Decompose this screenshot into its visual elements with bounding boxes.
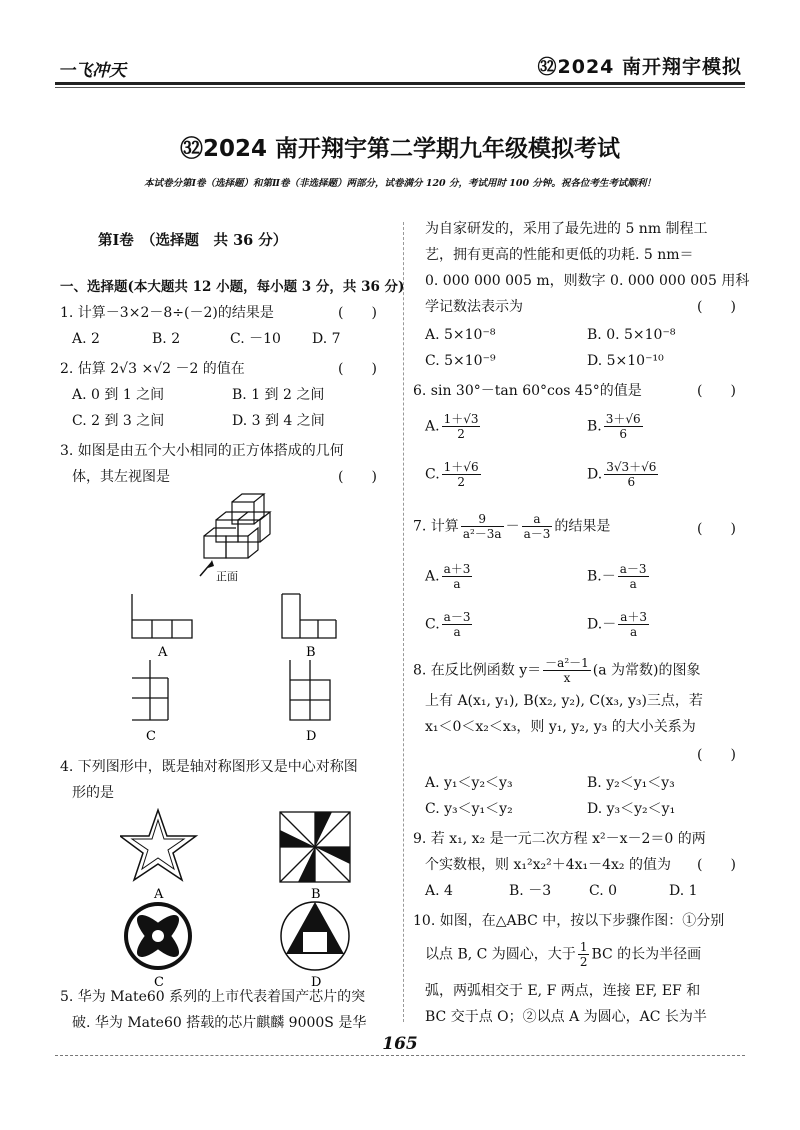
q4-label-b: B (311, 887, 321, 902)
q1-opt-c: C. －10 (230, 331, 281, 347)
q8-stem-2: 上有 A(x₁, y₁), B(x₂, y₂), C(x₃, y₃)三点，若 (425, 693, 703, 709)
q9-opt-c: C. 0 (589, 883, 618, 899)
q10-stem-1: 10. 如图，在△ABC 中，按以下步骤作图：①分别 (413, 913, 725, 929)
q3-label-d: D (306, 729, 317, 744)
q1-opt-d: D. 7 (312, 331, 341, 347)
section-title: 一、选择题(本大题共 12 小题，每小题 3 分，共 36 分) (60, 279, 405, 295)
q3-stem-1: 3. 如图是由五个大小相同的正方体搭成的几何 (60, 443, 344, 459)
q7-opt-d: D.－ $\frac{a+3}{a}$ (587, 610, 647, 639)
q9-opt-a: A. 4 (425, 883, 453, 899)
q9-stem-1: 9. 若 x₁, x₂ 是一元二次方程 x²－x－2＝0 的两 (413, 831, 706, 847)
q2-opt-b: B. 1 到 2 之间 (232, 387, 325, 403)
part1-title: 第Ⅰ卷 （选择题 共 36 分） (98, 232, 288, 249)
q3-label-c: C (146, 729, 156, 744)
q5-opt-a: A. 5×10⁻⁸ (425, 327, 496, 343)
q9-paren: ( ) (697, 857, 736, 873)
q2-paren: ( ) (338, 361, 377, 377)
q9-opt-b: B. －3 (509, 883, 552, 899)
q5-paren: ( ) (697, 299, 736, 315)
q8-opt-a: A. y₁＜y₂＜y₃ (425, 775, 513, 791)
q6-opt-d: D. $\frac{3√3+√6}{6}$ (587, 460, 657, 489)
header-series: ㉜2024 南开翔宇模拟 (537, 56, 742, 78)
q9-stem-2: 个实数根，则 x₁²x₂²＋4x₁－4x₂ 的值为 (425, 857, 671, 873)
q7-paren: ( ) (697, 521, 736, 537)
q4-label-c: C (154, 975, 164, 988)
q1-opt-a: A. 2 (72, 331, 100, 347)
q6-opt-c: C. $\frac{1+√6}{2}$ (425, 460, 479, 489)
exam-notice: 本试卷分第Ⅰ卷（选择题）和第Ⅱ卷（非选择题）两部分，试卷满分 120 分，考试用时 100 分钟。祝各位考生考试顺利！ (144, 178, 656, 189)
q5-stem-3: 为自家研发的，采用了最先进的 5 nm 制程工 (425, 221, 708, 237)
q5-stem-5: 0. 000 000 005 m，则数字 0. 000 000 005 用科 (425, 273, 750, 289)
q8-stem-1: 8. 在反比例函数 y＝ $\frac{\text{－a²－1}}{x}$ (a 为常数)的图象 (413, 656, 701, 685)
column-divider (403, 222, 405, 1022)
q2-opt-a: A. 0 到 1 之间 (72, 387, 165, 403)
q6-paren: ( ) (697, 383, 736, 399)
q8-opt-b: B. y₂＜y₁＜y₃ (587, 775, 675, 791)
q5-stem-1: 5. 华为 Mate60 系列的上市代表着国产芯片的突 (60, 989, 366, 1005)
q3-label-b: B (306, 645, 316, 660)
q7-opt-a: A. $\frac{a+3}{a}$ (425, 562, 471, 591)
q1-paren: ( ) (338, 305, 377, 321)
q3-stem-2: 体，其左视图是 (72, 469, 170, 485)
footer-rule (55, 1055, 745, 1057)
cube-stack-figure (190, 490, 310, 582)
q2-stem: 2. 估算 2√3 ×√2 －2 的值在 (60, 361, 245, 377)
q8-opt-c: C. y₃＜y₁＜y₂ (425, 801, 513, 817)
q4-label-d: D (311, 975, 322, 988)
q4-label-a: A (154, 887, 164, 902)
q8-opt-d: D. y₃＜y₂＜y₁ (587, 801, 676, 817)
q8-stem-3: x₁＜0＜x₂＜x₃，则 y₁, y₂, y₃ 的大小关系为 (425, 719, 696, 735)
q6-opt-b: B. $\frac{3+√6}{6}$ (587, 412, 641, 441)
q1-stem: 1. 计算－3×2－8÷(－2)的结果是 (60, 305, 274, 321)
q8-paren: ( ) (697, 747, 736, 763)
front-view-label: 正面 (216, 570, 238, 582)
q7-stem: 7. 计算 $\frac{9}{\text{a²－3a}}$ － $\frac{a}{a-3}$ 的结果是 (413, 512, 611, 541)
page-number: 165 (382, 1034, 418, 1054)
header-brand: 一飞冲天 (58, 61, 126, 81)
q1-opt-b: B. 2 (152, 331, 181, 347)
q5-opt-d: D. 5×10⁻¹⁰ (587, 353, 664, 369)
q7-opt-b: B.－ $\frac{a-3}{a}$ (587, 562, 647, 591)
q7-opt-c: C. $\frac{a-3}{a}$ (425, 610, 471, 639)
q4-stem-1: 4. 下列图形中，既是轴对称图形又是中心对称图 (60, 759, 358, 775)
q5-stem-6: 学记数法表示为 (425, 299, 523, 315)
header-rule (55, 82, 745, 85)
q10-stem-2: 以点 B, C 为圆心，大于 $\frac{1}{2}$ BC 的长为半径画 (425, 940, 702, 969)
q3-label-a: A (158, 645, 168, 660)
q4-shape-options (120, 808, 390, 988)
q2-opt-c: C. 2 到 3 之间 (72, 413, 165, 429)
q4-stem-2: 形的是 (72, 785, 114, 801)
q9-opt-d: D. 1 (669, 883, 698, 899)
q6-stem: 6. sin 30°－tan 60°cos 45°的值是 (413, 383, 642, 399)
header-rule-thin (55, 87, 745, 88)
q5-opt-b: B. 0. 5×10⁻⁸ (587, 327, 676, 343)
page-title: ㉜2024 南开翔宇第二学期九年级模拟考试 (179, 136, 621, 162)
q10-stem-4: BC 交于点 O；②以点 A 为圆心，AC 长为半 (425, 1009, 707, 1025)
q5-stem-2: 破. 华为 Mate60 搭载的芯片麒麟 9000S 是华 (72, 1015, 367, 1031)
q6-opt-a: A. $\frac{1+√3}{2}$ (425, 412, 479, 441)
q5-opt-c: C. 5×10⁻⁹ (425, 353, 496, 369)
q3-paren: ( ) (338, 469, 377, 485)
q10-stem-3: 弧，两弧相交于 E, F 两点，连接 EF, EF 和 (425, 983, 701, 999)
q3-view-options (120, 590, 390, 780)
q2-opt-d: D. 3 到 4 之间 (232, 413, 325, 429)
q5-stem-4: 艺，拥有更高的性能和更低的功耗. 5 nm＝ (425, 247, 694, 263)
